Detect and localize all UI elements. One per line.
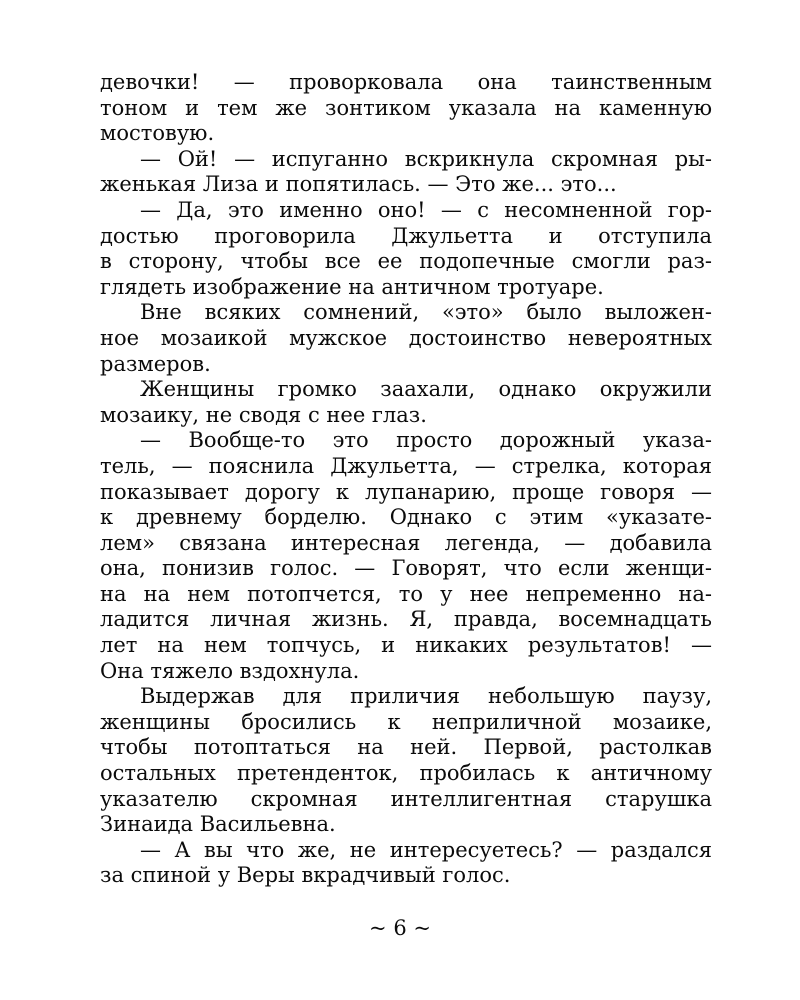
text-line: Выдержав для приличия небольшую паузу, xyxy=(140,684,712,709)
text-line: Зинаида Васильевна. xyxy=(100,812,336,837)
text-line: за спиной у Веры вкрадчивый голос. xyxy=(100,863,511,888)
text-line: девочки! — проворковала она таинственным xyxy=(100,70,712,94)
text-line: Она тяжело вздохнула. xyxy=(100,658,360,683)
text-line: — Ой! — испуганно вскрикнула скромная ры- xyxy=(140,146,712,171)
text-line: размеров. xyxy=(100,351,211,376)
text-line: глядеть изображение на античном тротуаре. xyxy=(100,274,604,299)
text-line: — Вообще-то это просто дорожный указа- xyxy=(140,428,712,453)
text-line: Женщины громко заахали, однако окружили xyxy=(140,377,712,402)
text-line: лем» связана интересная легенда, — добавила xyxy=(100,530,712,555)
text-line: — А вы что же, не интересуетесь? — раздался xyxy=(140,837,712,862)
text-line: женькая Лиза и попятилась. — Это же... это... xyxy=(100,172,617,197)
text-line: ное мозаикой мужское достоинство невероятных xyxy=(100,325,712,350)
text-line: показывает дорогу к лупанарию, проще говоря — xyxy=(100,479,712,504)
text-line: Вне всяких сомнений, «это» было выложен- xyxy=(140,300,712,325)
text-line: достью проговорила Джульетта и отступила xyxy=(100,223,712,248)
text-line: остальных претенденток, пробилась к античному xyxy=(100,761,712,786)
page-number: ~ 6 ~ xyxy=(369,916,431,940)
text-line: на на нем потопчется, то у нее непременно на- xyxy=(100,581,712,606)
text-line: мостовую. xyxy=(100,121,215,146)
text-line: указателю скромная интеллигентная старушка xyxy=(100,786,712,811)
book-page-text xyxy=(100,70,712,889)
text-line: мозаику, не сводя с нее глаз. xyxy=(100,402,427,427)
text-line: в сторону, чтобы все ее подопечные смогли раз- xyxy=(100,249,712,274)
text-line: лет на нем топчусь, и никаких результатов! — xyxy=(100,633,712,658)
text-line: тель, — пояснила Джульетта, — стрелка, которая xyxy=(100,453,712,478)
text-line: женщины бросились к неприличной мозаике, xyxy=(100,709,712,734)
text-line: тоном и тем же зонтиком указала на каменную xyxy=(100,95,712,120)
text-line: она, понизив голос. — Говорят, что если женщи- xyxy=(100,556,712,581)
text-line: чтобы потоптаться на ней. Первой, растолкав xyxy=(100,735,712,760)
text-line: к древнему борделю. Однако с этим «указате- xyxy=(100,505,712,530)
text-line: — Да, это именно оно! — с несомненной гор- xyxy=(140,197,712,222)
text-line: ладится личная жизнь. Я, правда, восемнадцать xyxy=(100,607,712,632)
